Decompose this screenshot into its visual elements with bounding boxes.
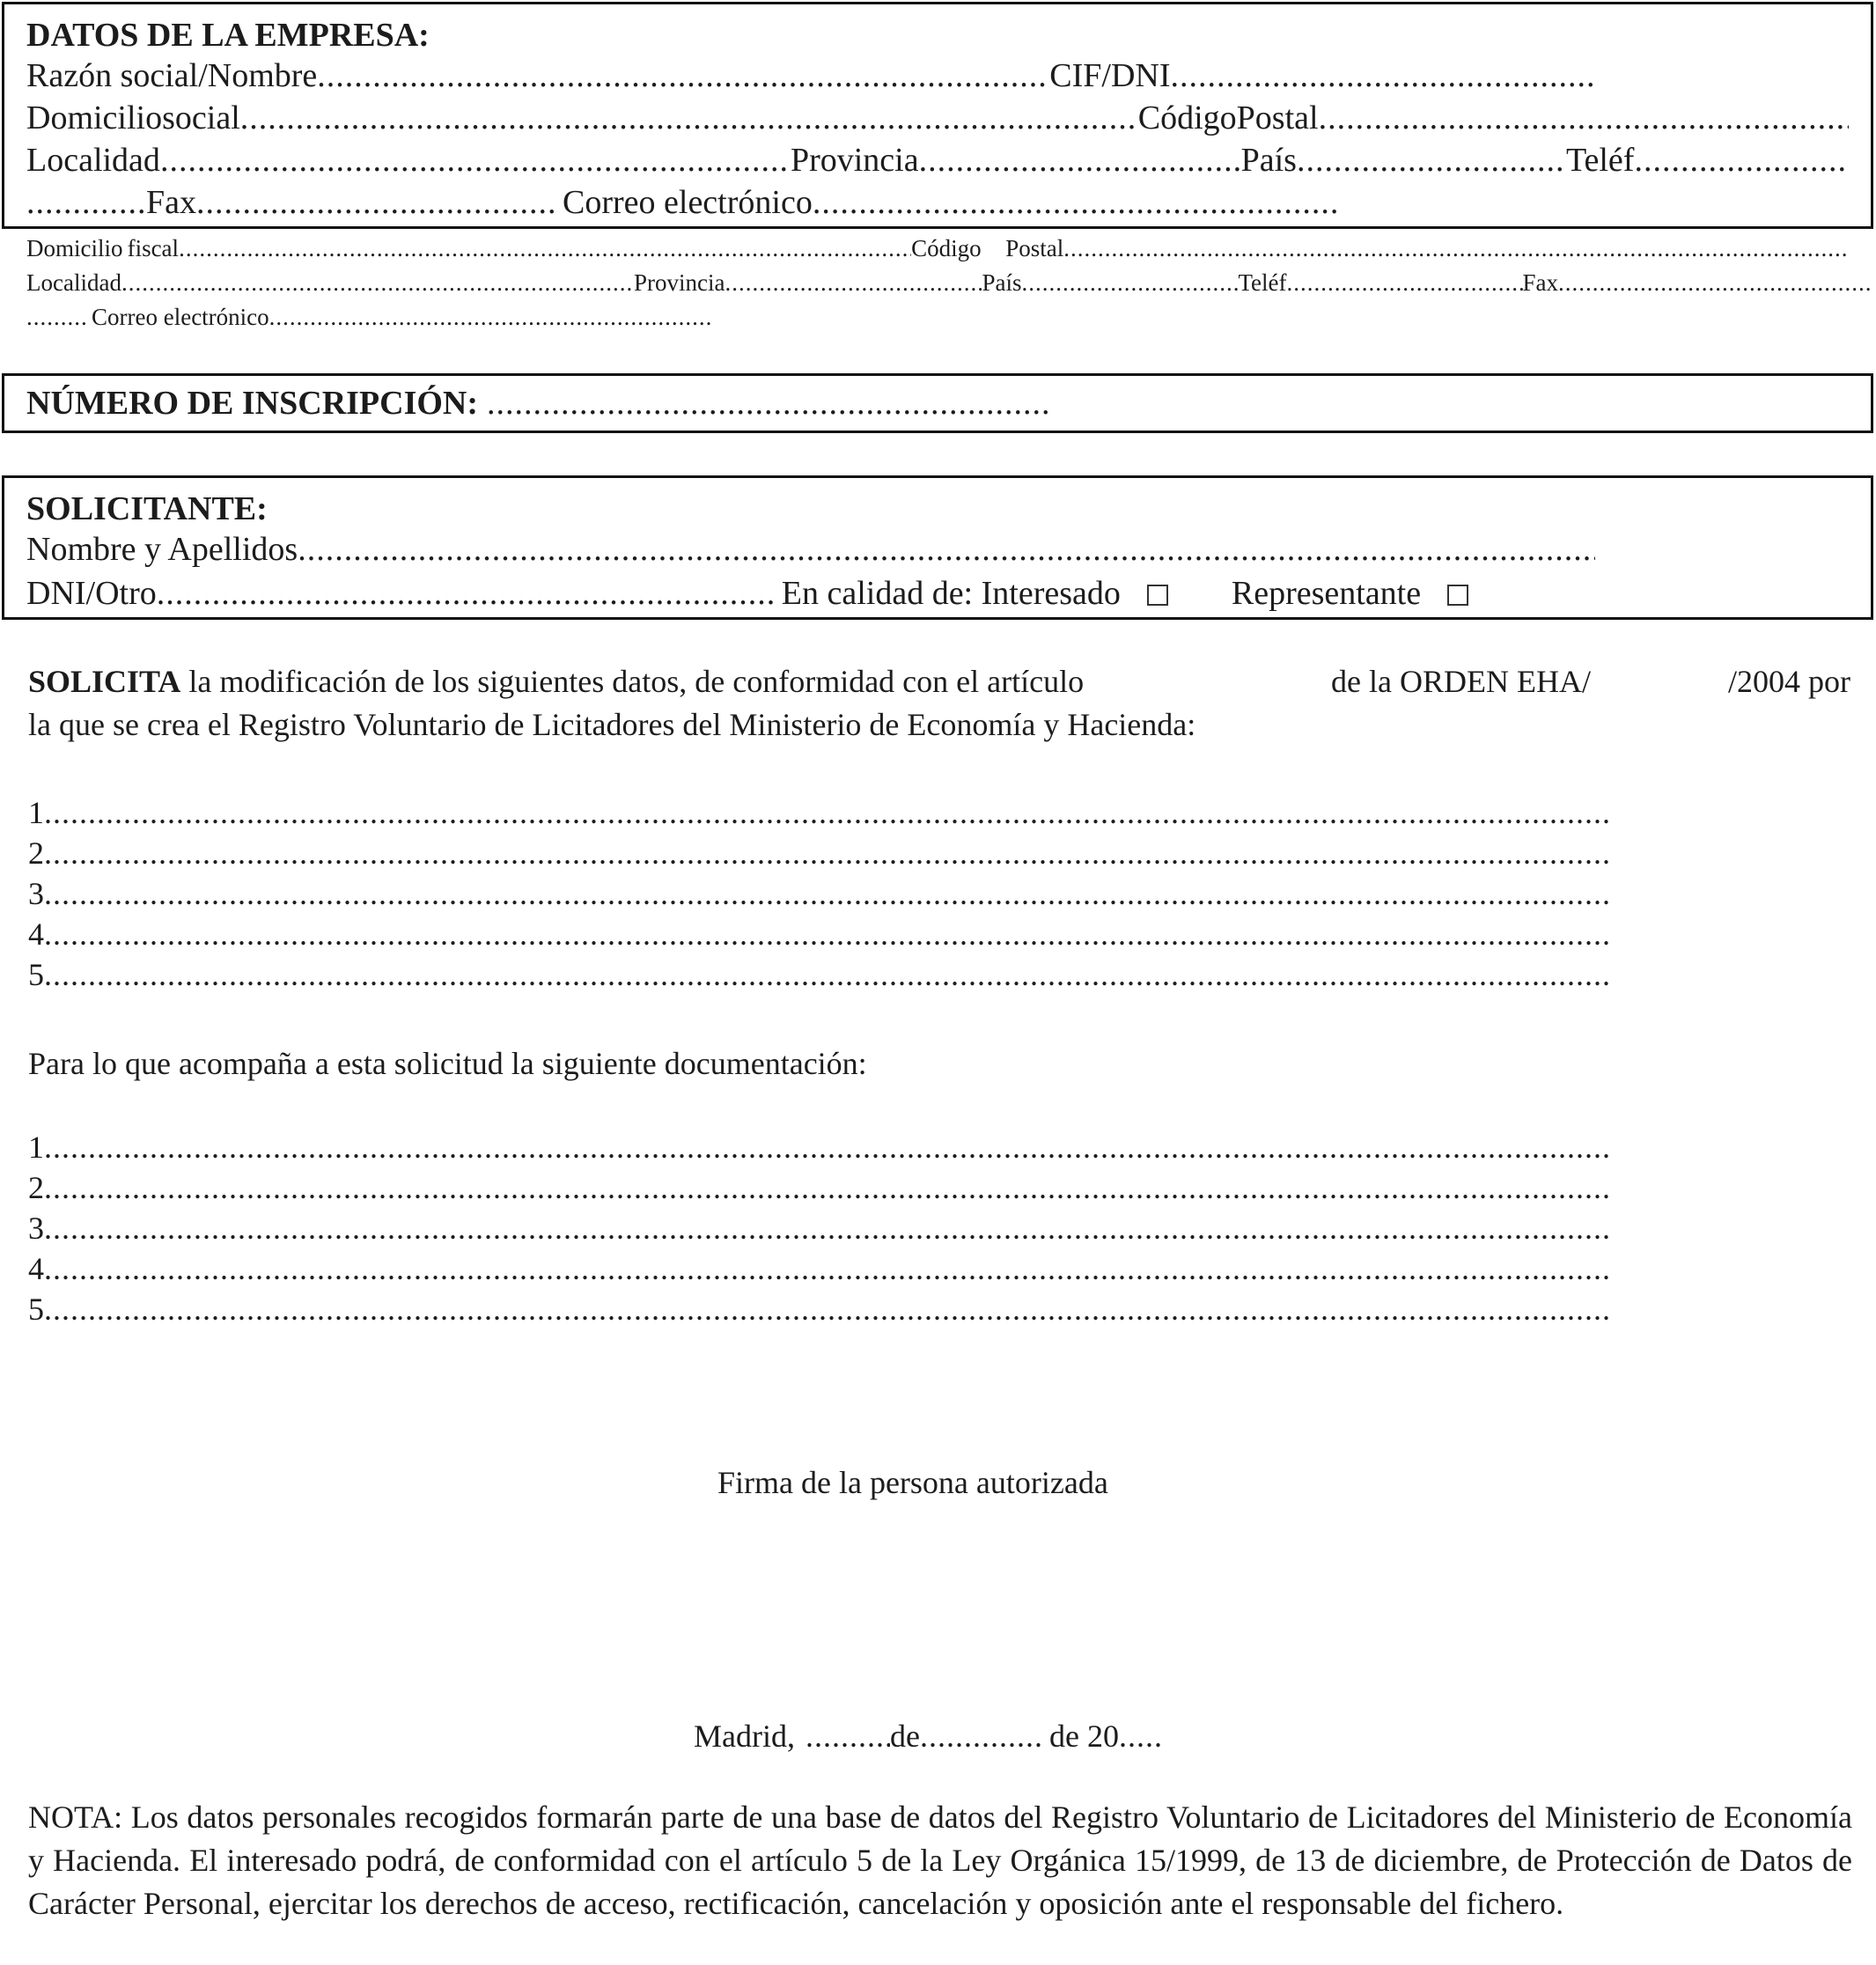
solicita-item-field[interactable] [44,954,1608,995]
solicita-item-field[interactable] [44,873,1608,914]
fiscal-telef-field[interactable] [1287,266,1523,299]
inscripcion-heading: NÚMERO DE INSCRIPCIÓN: [26,385,479,422]
razon-social-label: Razón social/Nombre [26,57,318,94]
solicita-item-field[interactable] [44,914,1608,954]
doc-item-number: 3 [28,1211,44,1246]
solicita-text-2: de la ORDEN EHA/ [1331,664,1591,699]
fax-field[interactable] [196,181,554,224]
doc-item-1 [28,1127,1608,1167]
doc-item-number: 5 [28,1292,44,1327]
fiscal-provincia-field[interactable] [725,266,982,299]
fiscal-fax-field[interactable] [1558,266,1871,299]
solicita-item-number: 4 [28,916,44,952]
domicilio-label: Domicilio [26,99,163,136]
empresa-row-1 [26,55,1593,97]
fiscal-postal-field[interactable] [1063,232,1849,265]
localidad-label: Localidad [26,142,160,179]
solicita-item-3 [28,873,1608,914]
documentacion-intro: Para lo que acompaña a esta solicitud la siguiente documentación: [28,1046,867,1081]
doc-item-number: 2 [28,1170,44,1205]
razon-social-field[interactable] [317,55,1049,97]
representante-label: Representante [1231,575,1422,612]
localidad-field[interactable] [160,139,791,181]
solicitante-row-2 [26,572,1576,615]
codigo-label: Código [1137,99,1237,136]
nombre-label: Nombre y Apellidos [26,531,298,568]
pais-field[interactable] [1297,139,1566,181]
firma-label: Firma de la persona autorizada [717,1465,1108,1500]
solicita-item-4 [28,914,1608,954]
doc-item-2 [28,1167,1608,1208]
social-label: social [162,99,240,136]
domicilio-fiscal-field[interactable] [179,232,911,265]
fecha-de-1: de [889,1718,920,1754]
fiscal-pais-label: País [982,269,1022,296]
empresa-row-3 [26,139,1849,181]
fiscal-label: fiscal [127,235,180,261]
solicita-item-5 [28,954,1608,995]
fiscal-correo-label: Correo electrónico [92,304,269,330]
fecha-de-2: de 20 [1041,1718,1119,1754]
postal-label: Postal [1236,99,1319,136]
fax-label: Fax [146,184,196,221]
nota-paragraph: NOTA: Los datos personales recogidos formarán parte de una base de datos del Registro Voluntario de Licitadores del Ministerio de Economía y Hacienda. El interesado podrá, de conformidad con el artículo 5 de la Ley Orgánica 15/1999, de 13 de diciembre, de Protección de Datos de Carácter Personal, ejercitar los derechos de acceso, rectificación, cancelación y oposición ante el responsable del fichero. [28,1799,1852,1921]
correo-field[interactable] [813,181,1338,224]
representante-checkbox[interactable] [1447,585,1468,606]
postal-field[interactable] [1319,97,1849,139]
solicita-item-field[interactable] [44,792,1608,833]
solicita-line-1 [28,660,1850,703]
doc-item-3 [28,1208,1608,1248]
pais-label: País [1240,142,1297,179]
fiscal-correo-field[interactable] [269,300,713,334]
solicitante-row-1 [26,528,1595,570]
telef-field[interactable] [1634,139,1849,181]
cif-field[interactable] [1171,55,1593,97]
doc-item-field[interactable] [44,1127,1608,1167]
inscripcion-row [26,382,1048,424]
solicita-item-2 [28,833,1608,873]
fiscal-pais-field[interactable] [1021,266,1238,299]
fiscal-provincia-label: Provincia [633,269,725,296]
correo-label: Correo electrónico [563,184,813,221]
nombre-field[interactable] [298,528,1595,570]
fecha-row [694,1715,1165,1758]
domicilio-social-field[interactable] [240,97,1138,139]
fiscal-postal-label: Postal [1005,235,1064,261]
fiscal-row-1 [26,232,1849,265]
doc-item-number: 1 [28,1130,44,1165]
doc-item-field[interactable] [44,1167,1608,1208]
doc-item-4 [28,1248,1608,1289]
empresa-row-2 [26,97,1849,139]
solicita-text-4: la que se crea el Registro Voluntario de Licitadores del Ministerio de Economía y Hacienda: [28,707,1196,742]
doc-item-field[interactable] [44,1248,1608,1289]
doc-item-field[interactable] [44,1208,1608,1248]
fax-prefix-field[interactable] [26,181,146,224]
fiscal-correo-prefix[interactable] [26,300,86,334]
fecha-dia-field[interactable] [806,1715,890,1758]
en-calidad-label: En calidad de: Interesado [781,575,1121,612]
provincia-field[interactable] [919,139,1241,181]
solicita-item-number: 2 [28,835,44,871]
empresa-heading: DATOS DE LA EMPRESA: [26,17,430,54]
fiscal-row-3 [26,300,713,334]
fiscal-localidad-field[interactable] [121,266,634,299]
solicita-text-3: /2004 por [1728,664,1850,699]
solicita-item-field[interactable] [44,833,1608,873]
solicita-bold: SOLICITA [28,664,181,699]
fecha-madrid: Madrid, [694,1718,795,1754]
empresa-row-4 [26,181,1338,224]
interesado-checkbox[interactable] [1147,585,1168,606]
fiscal-domicilio-label: Domicilio [26,235,123,261]
fiscal-telef-label: Teléf [1238,269,1287,296]
solicita-item-number: 3 [28,876,44,911]
solicitante-heading: SOLICITANTE: [26,490,268,527]
provincia-label: Provincia [790,142,919,179]
inscripcion-field[interactable] [487,382,1048,424]
telef-label: Teléf [1565,142,1635,179]
cif-label: CIF/DNI [1049,57,1171,94]
fecha-mes-field[interactable] [920,1715,1041,1758]
dni-label: DNI/Otro [26,575,157,612]
fiscal-row-2 [26,266,1871,299]
fecha-ano-field[interactable] [1119,1715,1165,1758]
dni-field[interactable] [157,572,773,615]
doc-item-number: 4 [28,1251,44,1286]
solicita-item-number: 5 [28,957,44,992]
solicita-item-1 [28,792,1608,833]
solicita-text-1: la modificación de los siguientes datos, de conformidad con el artículo [188,664,1085,699]
fiscal-fax-label: Fax [1522,269,1559,296]
solicita-item-number: 1 [28,795,44,830]
doc-item-5 [28,1289,1608,1329]
fiscal-localidad-label: Localidad [26,269,121,296]
doc-item-field[interactable] [44,1289,1608,1329]
fiscal-codigo-label: Código [911,235,982,261]
